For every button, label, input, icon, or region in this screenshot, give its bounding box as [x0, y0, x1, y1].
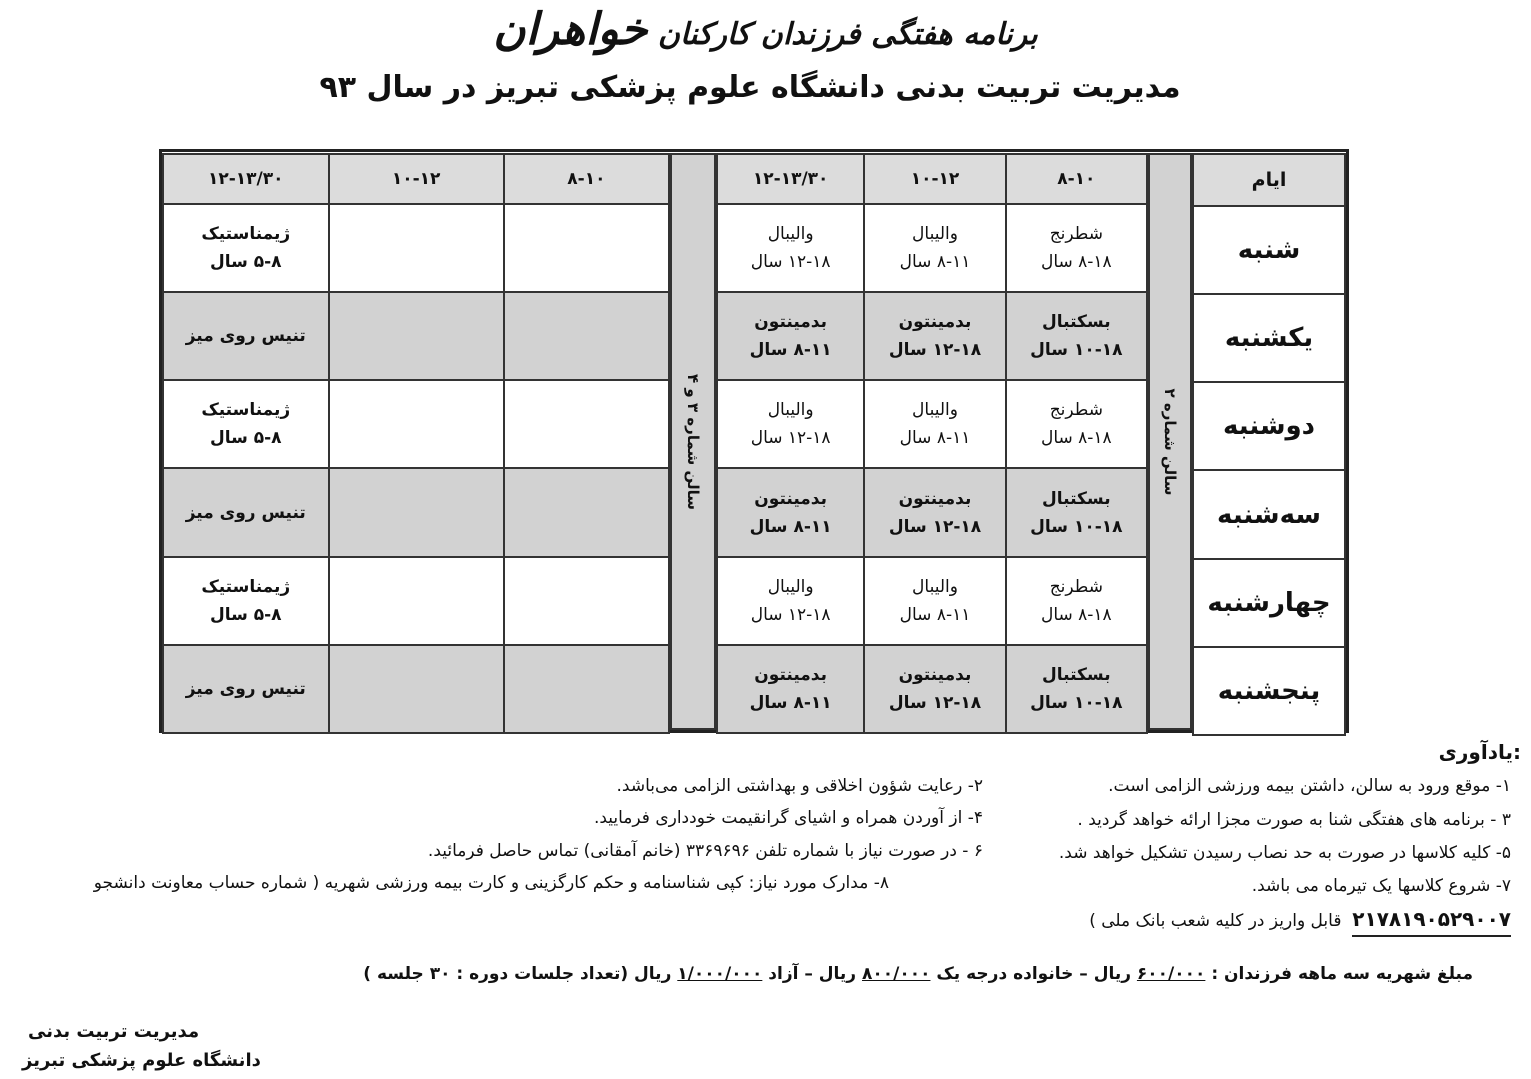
day-label: دوشنبه	[1193, 382, 1345, 470]
hall-b-empty-cell	[504, 292, 669, 380]
activity-line: ۵-۸ سال	[209, 252, 282, 273]
reminder-6: ۶ - در صورت نیاز با شماره تلفن ۳۳۶۹۶۹۶ (خانم آمقانی) تماس حاصل فرمائید.	[427, 841, 983, 861]
activity-line: بدمینتون	[754, 312, 828, 333]
hall-b-time-header: ۱۰-۱۲	[329, 154, 504, 204]
reminder-account	[1089, 907, 1511, 931]
activity-line: ۸-۱۸ سال	[1040, 252, 1112, 273]
activity-line: شطرنج	[1049, 576, 1103, 597]
fee-mid1: ریال – خانواده درجه یک	[936, 964, 1131, 984]
activity-line: ۸-۱۱ سال	[749, 516, 832, 537]
hall-a-activity-cell	[864, 557, 1005, 645]
hall-b-activity-cell	[163, 468, 329, 556]
hall-a-time-header: ۱۲-۱۳/۳۰	[717, 154, 864, 204]
fee-prefix: مبلغ شهریه سه ماهه فرزندان :	[1211, 964, 1473, 984]
hall-b-time-header: ۱۲-۱۳/۳۰	[163, 154, 329, 204]
fee-free-amount: ۱/۰۰۰/۰۰۰	[677, 964, 763, 984]
hall-a-activity-cell	[717, 292, 864, 380]
hall-a-activity-cell	[1006, 292, 1147, 380]
activity-line: بدمینتون	[898, 488, 972, 509]
activity-line: والیبال	[767, 576, 814, 597]
activity-line: بسکتبال	[1042, 664, 1111, 685]
day-label: پنجشنبه	[1193, 647, 1345, 735]
activity-line: ۱۲-۱۸ سال	[888, 516, 982, 537]
activity-line: تنیس روی میز	[185, 502, 306, 523]
activity-line: ۱۲-۱۸ سال	[750, 604, 831, 625]
reminder-7: ۷- شروع کلاسها یک تیرماه می باشد.	[1251, 876, 1511, 896]
hall-b-label: سالن شماره ۳ و ۴	[684, 373, 702, 510]
activity-line: ژیمناستیک	[201, 400, 291, 421]
hall-a-activity-cell	[864, 292, 1005, 380]
activity-line: ۱۲-۱۸ سال	[888, 340, 982, 361]
hall-b-empty-cell	[329, 645, 504, 733]
hall-a-table	[716, 153, 1148, 734]
activity-line: تنیس روی میز	[185, 678, 306, 699]
hall-a-activity-cell	[717, 204, 864, 292]
activity-line: شطرنج	[1049, 400, 1103, 421]
activity-line: والیبال	[912, 576, 958, 597]
activity-line: ژیمناستیک	[201, 224, 291, 245]
hall-a-activity-cell	[864, 645, 1005, 733]
hall-a-activity-cell	[717, 468, 864, 556]
fee-line	[363, 964, 1473, 984]
hall-b-empty-cell	[504, 468, 669, 556]
reminder-3: ۳ - برنامه های هفتگی شنا به صورت مجزا ارائه خواهد گردید .	[1077, 810, 1511, 830]
title-prefix: برنامه هفتگی فرزندان کارکنان	[657, 17, 1038, 52]
hall-a-activity-cell	[864, 204, 1005, 292]
page-title	[0, 4, 1531, 55]
fee-suffix: ریال (تعداد جلسات دوره : ۳۰ جلسه )	[363, 964, 672, 984]
activity-line: تنیس روی میز	[185, 326, 306, 347]
hall-a-time-header: ۸-۱۰	[1006, 154, 1147, 204]
hall-b-empty-cell	[504, 380, 669, 468]
activity-line: بدمینتون	[898, 664, 972, 685]
activity-line: ۱۲-۱۸ سال	[750, 428, 831, 449]
hall-b-empty-cell	[329, 468, 504, 556]
hall-b-time-header: ۸-۱۰	[504, 154, 669, 204]
hall-b-empty-cell	[329, 557, 504, 645]
activity-line: ژیمناستیک	[201, 576, 291, 597]
hall-a-time-header: ۱۰-۱۲	[864, 154, 1005, 204]
activity-line: ۸-۱۸ سال	[1040, 428, 1112, 449]
day-label: یکشنبه	[1193, 294, 1345, 382]
reminder-2: ۲- رعایت شؤون اخلاقی و بهداشتی الزامی می‌باشد.	[616, 776, 983, 796]
hall-a-activity-cell	[717, 380, 864, 468]
activity-line: بسکتبال	[1042, 312, 1111, 333]
hall-a-activity-cell	[1006, 557, 1147, 645]
page-subtitle: مدیریت تربیت بدنی دانشگاه علوم پزشکی تبریز در سال ۹۳	[319, 70, 1181, 105]
reminder-1: ۱- موقع ورود به سالن، داشتن بیمه ورزشی الزامی است.	[1108, 776, 1511, 796]
hall-a-label-column	[1148, 153, 1192, 730]
signature-line2: دانشگاه علوم پزشکی تبریز	[22, 1050, 261, 1071]
hall-b-activity-cell	[163, 204, 329, 292]
reminder-5: ۵- کلیه کلاسها در صورت به حد نصاب رسیدن تشکیل خواهد شد.	[1058, 843, 1511, 863]
activity-line: ۱۰-۱۸ سال	[1030, 516, 1123, 537]
activity-line: بدمینتون	[898, 312, 972, 333]
account-note: قابل واریز در کلیه شعب بانک ملی )	[1089, 911, 1342, 931]
hall-a-activity-cell	[1006, 468, 1147, 556]
signature-line1: مدیریت تربیت بدنی	[28, 1021, 200, 1042]
activity-line: ۱۰-۱۸ سال	[1030, 340, 1123, 361]
fee-mid2: ریال – آزاد	[768, 964, 857, 984]
activity-line: والیبال	[912, 400, 958, 421]
hall-a-activity-cell	[1006, 645, 1147, 733]
hall-b-empty-cell	[504, 645, 669, 733]
activity-line: ۸-۱۱ سال	[899, 604, 971, 625]
activity-line: ۸-۱۸ سال	[1040, 604, 1112, 625]
activity-line: والیبال	[767, 400, 814, 421]
hall-a-activity-cell	[717, 557, 864, 645]
hall-b-empty-cell	[329, 204, 504, 292]
hall-a-activity-cell	[1006, 204, 1147, 292]
activity-line: ۱۰-۱۸ سال	[1030, 692, 1123, 713]
activity-line: بدمینتون	[754, 488, 828, 509]
hall-b-label-column	[670, 153, 716, 730]
hall-b-activity-cell	[163, 292, 329, 380]
hall-b-empty-cell	[504, 557, 669, 645]
title-emphasis: خواهران	[493, 4, 648, 55]
activity-line: ۵-۸ سال	[209, 604, 282, 625]
fee-family-amount: ۸۰۰/۰۰۰	[862, 964, 931, 984]
activity-line: ۸-۱۱ سال	[749, 340, 832, 361]
activity-line: والیبال	[767, 224, 814, 245]
activity-line: ۸-۱۱ سال	[899, 428, 971, 449]
hall-a-activity-cell	[717, 645, 864, 733]
reminders-title: یادآوری:	[1438, 740, 1521, 764]
hall-b-activity-cell	[163, 557, 329, 645]
activity-line: والیبال	[912, 224, 958, 245]
hall-b-activity-cell	[163, 380, 329, 468]
hall-b-empty-cell	[329, 292, 504, 380]
hall-a-activity-cell	[864, 468, 1005, 556]
hall-b-empty-cell	[329, 380, 504, 468]
day-label: سه‌شنبه	[1193, 470, 1345, 558]
hall-a-activity-cell	[1006, 380, 1147, 468]
reminder-8: ۸- مدارک مورد نیاز: کپی شناسنامه و حکم کارگزینی و کارت بیمه ورزشی شهریه ( شماره حساب معاونت دانشجو	[93, 873, 889, 893]
activity-line: ۸-۱۱ سال	[899, 252, 971, 273]
fee-child-amount: ۶۰۰/۰۰۰	[1136, 964, 1206, 984]
activity-line: ۸-۱۱ سال	[749, 692, 832, 713]
activity-line: بسکتبال	[1042, 488, 1111, 509]
day-label: شنبه	[1193, 206, 1345, 294]
activity-line: شطرنج	[1049, 224, 1103, 245]
account-number: ۲۱۷۸۱۹۰۵۲۹۰۰۷	[1352, 907, 1511, 937]
days-header: ایام	[1193, 154, 1345, 206]
day-label: چهارشنبه	[1193, 559, 1345, 647]
hall-b-empty-cell	[504, 204, 669, 292]
hall-a-label: سالن شماره ۲	[1161, 387, 1179, 496]
hall-a-activity-cell	[864, 380, 1005, 468]
hall-b-activity-cell	[163, 645, 329, 733]
reminder-4: ۴- از آوردن همراه و اشیای گرانقیمت خودداری فرمایید.	[593, 808, 983, 828]
activity-line: ۵-۸ سال	[209, 428, 282, 449]
activity-line: ۱۲-۱۸ سال	[888, 692, 982, 713]
days-column	[1192, 153, 1346, 736]
activity-line: ۱۲-۱۸ سال	[750, 252, 831, 273]
activity-line: بدمینتون	[754, 664, 828, 685]
hall-b-table	[162, 153, 670, 734]
